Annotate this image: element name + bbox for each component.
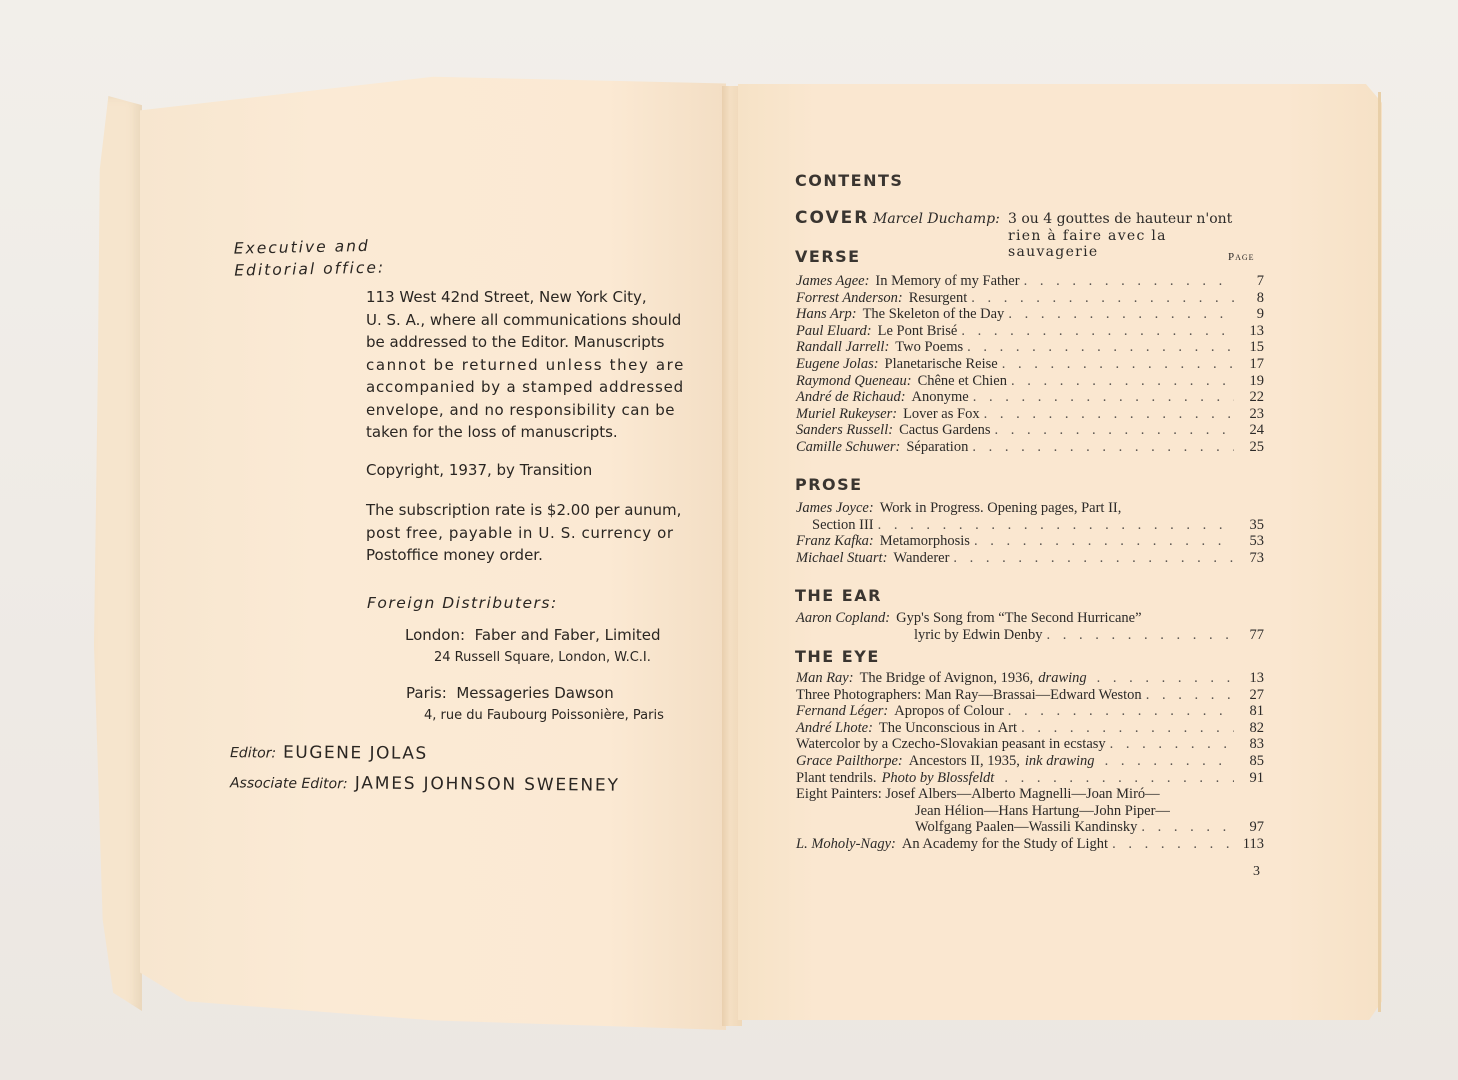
page-column-label: Page [1228, 251, 1255, 263]
toc-entry [796, 439, 1264, 456]
entry-title-italic: Photo by Blossfeldt [881, 769, 995, 786]
entry-page: 27 [1249, 686, 1264, 703]
distributor-paris [406, 684, 614, 702]
leader-dots [972, 439, 1234, 456]
entry-title: Work in Progress. Opening pages, Part II, [879, 500, 1122, 516]
distributor-address: 24 Russell Square, London, W.C.I. [434, 650, 651, 665]
leader-dots [1002, 356, 1234, 373]
toc-entry-continuation [796, 517, 1264, 534]
toc-entry-continuation [796, 803, 1264, 820]
foreign-distributors-label: Foreign Distributers: [367, 594, 558, 612]
leader-dots [984, 406, 1234, 423]
toc-entry [796, 389, 1264, 406]
entry-title: Planetarische Reise [884, 355, 998, 372]
leader-dots [971, 290, 1234, 307]
text-line: envelope, and no responsibility can be [366, 400, 675, 419]
title-line: 3 ou 4 gouttes de hauteur n'ont [1008, 211, 1233, 227]
entry-page: 13 [1249, 670, 1264, 686]
entry-author: André de Richaud: [796, 389, 906, 406]
toc-entry [796, 687, 1264, 704]
toc-entry [796, 836, 1264, 853]
toc-entry [796, 339, 1264, 356]
entry-page: 13 [1249, 322, 1264, 339]
section-heading-verse: VERSE [795, 247, 861, 266]
distributor-name: Faber and Faber, Limited [474, 626, 661, 644]
entry-title-continued: lyric by Edwin Denby [914, 626, 1043, 643]
toc-entry [796, 290, 1264, 307]
entry-author: Marcel Duchamp: [873, 211, 1000, 227]
page-stack-edge [1378, 92, 1381, 1012]
text-line: post free, payable in U. S. currency or [366, 523, 674, 542]
entry-author: Randall Jarrell: [796, 339, 890, 356]
entry-page: 15 [1249, 339, 1264, 356]
entry-page: 8 [1256, 289, 1264, 306]
leader-dots [1024, 273, 1234, 290]
entry-page: 53 [1249, 533, 1264, 550]
editor-role: Editor: [229, 745, 277, 762]
leader-dots [1110, 736, 1234, 753]
toc-entry [796, 500, 1264, 517]
entry-title: Chêne et Chien [917, 372, 1007, 389]
entry-author: L. Moholy-Nagy: [796, 835, 896, 852]
toc-prose [796, 500, 1264, 566]
office-label-line: Executive and [233, 236, 370, 258]
leader-dots [961, 323, 1234, 340]
entry-author: Sanders Russell: [796, 422, 894, 439]
entry-title: The Skeleton of the Day [862, 306, 1005, 323]
toc-entry [796, 670, 1264, 687]
toc-verse [796, 273, 1264, 456]
leader-dots [1105, 753, 1234, 770]
leader-dots [967, 339, 1234, 356]
entry-title: The Bridge of Avignon, 1936, [859, 670, 1034, 686]
entry-page: 22 [1249, 389, 1264, 406]
entry-title: Séparation [906, 438, 969, 455]
toc-entry [796, 533, 1264, 550]
entry-page: 82 [1249, 719, 1264, 736]
office-label [234, 234, 395, 281]
toc-entry [796, 422, 1264, 439]
section-heading-the-ear: THE EAR [795, 586, 882, 605]
entry-title: An Academy for the Study of Light [901, 835, 1109, 852]
office-address-paragraph [366, 286, 688, 444]
leader-dots [1021, 720, 1234, 737]
entry-page: 17 [1249, 355, 1264, 372]
toc-entry-continuation [796, 819, 1264, 836]
distributor-london [405, 626, 661, 644]
entry-author: Man Ray: [796, 670, 854, 686]
entry-title-continued: Jean Hélion—Hans Hartung—John Piper— [915, 802, 1170, 819]
leader-dots [973, 389, 1234, 406]
entry-page: 24 [1249, 422, 1264, 439]
leader-dots [974, 533, 1234, 550]
toc-the-eye [796, 670, 1264, 853]
section-heading-prose: PROSE [795, 475, 863, 494]
leader-dots [994, 422, 1234, 439]
entry-page: 23 [1249, 405, 1264, 422]
entry-author: Eugene Jolas: [796, 355, 879, 372]
leader-dots [1046, 627, 1234, 644]
entry-author: Muriel Rukeyser: [796, 405, 898, 422]
toc-entry [796, 610, 1264, 627]
entry-author: Paul Eluard: [796, 322, 872, 339]
entry-title: Le Pont Brisé [877, 322, 958, 339]
toc-entry [796, 550, 1264, 567]
leader-dots [1112, 836, 1234, 853]
toc-entry [796, 770, 1264, 787]
entry-title: Apropos of Colour [894, 703, 1004, 720]
leader-dots [1011, 373, 1234, 390]
entry-title-continued: Wolfgang Paalen—Wassili Kandinsky [915, 819, 1138, 836]
copyright-notice: Copyright, 1937, by Transition [366, 461, 593, 479]
leader-dots [1141, 819, 1234, 836]
associate-editor-role: Associate Editor: [229, 775, 348, 793]
toc-entry [796, 306, 1264, 323]
entry-page: 97 [1249, 819, 1264, 836]
entry-page: 85 [1249, 752, 1264, 769]
entry-page: 91 [1249, 769, 1264, 786]
entry-author: Fernand Léger: [796, 703, 889, 720]
entry-author: Grace Pailthorpe: [796, 752, 903, 769]
entry-title: Resurgent [908, 289, 968, 306]
office-label-line: Editorial office: [234, 258, 386, 280]
entry-title: Gyp's Song from “The Second Hurricane” [896, 610, 1142, 626]
distributor-city: London: [405, 626, 466, 644]
toc-entry-continuation [796, 627, 1264, 644]
leader-dots [1004, 770, 1234, 787]
cover-heading: COVER [795, 208, 870, 228]
text-line: 113 West 42nd Street, New York City, [366, 288, 647, 306]
entry-title: Two Poems [895, 339, 964, 356]
editor-name: EUGENE JOLAS [282, 742, 428, 764]
entry-title-italic: drawing [1038, 670, 1087, 686]
entry-page: 35 [1249, 516, 1264, 533]
toc-entry [796, 373, 1264, 390]
entry-page: 19 [1249, 372, 1264, 389]
text-line: accompanied by a stamped addressed [366, 378, 684, 396]
distributor-name: Messageries Dawson [456, 684, 614, 702]
entry-author: André Lhote: [796, 719, 873, 736]
entry-author: James Joyce: [796, 500, 874, 516]
entry-page: 7 [1256, 273, 1264, 289]
toc-entry [796, 356, 1264, 373]
entry-author: Camille Schuwer: [796, 438, 901, 455]
entry-author: Forrest Anderson: [796, 289, 903, 306]
entry-author: Hans Arp: [796, 306, 857, 323]
toc-entry [796, 786, 1264, 803]
entry-author: Aaron Copland: [796, 610, 891, 626]
entry-author: Raymond Queneau: [796, 372, 912, 389]
entry-title-continued: Section III [812, 516, 874, 533]
leader-dots [878, 517, 1234, 534]
toc-entry [796, 406, 1264, 423]
entry-page: 73 [1249, 549, 1264, 566]
distributor-address: 4, rue du Faubourg Poissonière, Paris [424, 708, 664, 723]
entry-title-italic: ink drawing [1024, 752, 1095, 769]
distributor-city: Paris: [406, 684, 447, 702]
entry-title: Wanderer [893, 549, 950, 566]
leader-dots [953, 550, 1234, 567]
leader-dots [1097, 670, 1234, 687]
toc-entry [796, 273, 1264, 290]
entry-page: 77 [1249, 626, 1264, 643]
entry-title: Cactus Gardens [899, 422, 991, 439]
text-line: be addressed to the Editor. Manuscripts [366, 333, 665, 351]
entry-title [1008, 211, 1248, 261]
toc-the-ear [796, 610, 1264, 643]
leader-dots [1008, 703, 1234, 720]
entry-title: Anonyme [911, 389, 969, 406]
text-line: taken for the loss of manuscripts. [366, 423, 618, 441]
entry-page: 83 [1249, 736, 1264, 753]
text-line: The subscription rate is $2.00 per aunum, [366, 501, 682, 519]
associate-editor-name: JAMES JOHNSON SWEENEY [354, 773, 620, 796]
leader-dots [1146, 687, 1234, 704]
entry-author: Michael Stuart: [796, 549, 888, 566]
leader-dots [1008, 306, 1234, 323]
entry-page: 81 [1249, 703, 1264, 720]
entry-title: Plant tendrils. [796, 769, 877, 786]
entry-title: Metamorphosis [879, 533, 970, 550]
entry-author: James Agee: [796, 273, 870, 289]
entry-title: The Unconscious in Art [878, 719, 1018, 736]
toc-entry [796, 720, 1264, 737]
title-line: rien à faire avec la sauvagerie [1008, 227, 1167, 260]
text-line: U. S. A., where all communications should [366, 310, 682, 329]
toc-entry [796, 736, 1264, 753]
text-line: Postoffice money order. [366, 546, 543, 564]
entry-title: Lover as Fox [903, 405, 980, 422]
entry-title: Ancestors II, 1935, [908, 752, 1020, 769]
entry-title: Eight Painters: Josef Albers—Alberto Magnelli—Joan Miró— [796, 786, 1160, 803]
entry-title: In Memory of my Father [875, 273, 1020, 289]
entry-page: 9 [1256, 306, 1264, 323]
associate-editor-credit [230, 772, 620, 795]
entry-title: Watercolor by a Czecho-Slovakian peasant in ecstasy [796, 736, 1106, 753]
contents-title: CONTENTS [795, 171, 904, 190]
entry-title: Three Photographers: Man Ray—Brassai—Edward Weston [796, 686, 1142, 703]
entry-page: 113 [1242, 835, 1264, 852]
entry-page: 25 [1249, 438, 1264, 455]
toc-entry [796, 323, 1264, 340]
page-number: 3 [1253, 864, 1260, 879]
toc-entry [796, 753, 1264, 770]
toc-entry [796, 703, 1264, 720]
editor-credit [230, 742, 428, 764]
subscription-paragraph [366, 499, 688, 567]
text-line: cannot be returned unless they are [366, 355, 685, 374]
section-heading-the-eye: THE EYE [795, 647, 880, 666]
entry-author: Franz Kafka: [796, 533, 874, 550]
